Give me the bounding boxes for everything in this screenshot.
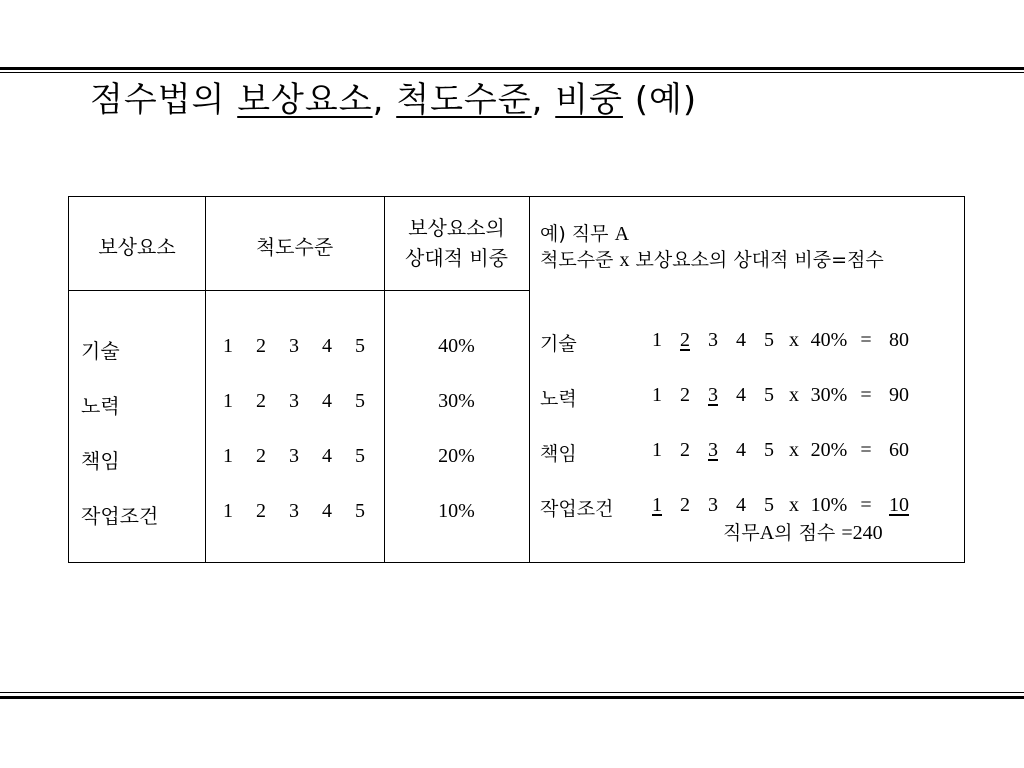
scale-number: 1	[223, 445, 233, 467]
scale-number: 1	[652, 384, 662, 406]
scale-number: 4	[322, 335, 332, 357]
total-value: 240	[852, 522, 883, 544]
row-scale	[223, 500, 388, 523]
total-label-a: 직무	[723, 522, 760, 544]
scale-number: 1	[223, 335, 233, 357]
title-part4: 비중	[555, 80, 623, 120]
scale-number: 4	[736, 384, 746, 406]
row-factor: 책임	[81, 449, 120, 473]
example-total	[723, 518, 883, 545]
scale-number: 5	[764, 329, 774, 351]
example-line2-a: 척도수준	[540, 249, 614, 271]
bottom-rule	[0, 696, 1024, 699]
header-divider	[69, 290, 529, 291]
times-sign: x	[789, 439, 799, 461]
total-label-job: A	[759, 522, 775, 544]
example-line1	[540, 219, 629, 246]
scale-number: 2	[256, 390, 266, 412]
example-weight: 20%	[810, 439, 848, 461]
col-divider-3	[529, 197, 530, 562]
equals-sign: =	[860, 384, 872, 406]
header-weight-line1: 보상요소의	[408, 216, 505, 240]
row-scale	[223, 390, 388, 413]
times-sign: x	[789, 329, 799, 351]
example-score: 80	[889, 329, 909, 351]
title-part3: 척도수준	[396, 80, 532, 120]
top-rule-thin	[0, 72, 1024, 73]
row-scale	[223, 445, 388, 468]
scale-number: 3	[289, 390, 299, 412]
selected-scale-number: 3	[708, 439, 718, 461]
title-part1: 점수법의	[90, 80, 226, 120]
example-row-calc	[643, 494, 919, 517]
slide-table	[68, 196, 965, 563]
title-comma2: ,	[531, 80, 544, 120]
scale-number: 2	[680, 384, 690, 406]
total-label-b: 의 점수	[774, 522, 836, 544]
header-weight	[384, 213, 529, 273]
row-weight: 10%	[438, 500, 475, 522]
scale-number: 2	[256, 445, 266, 467]
example-line1-job: A	[614, 223, 630, 245]
example-row-factor: 책임	[540, 443, 577, 465]
row-weight: 30%	[438, 390, 475, 412]
row-factor: 기술	[81, 339, 120, 363]
example-line2-x: x	[619, 249, 630, 271]
scale-number: 1	[652, 329, 662, 351]
selected-scale-number: 2	[680, 329, 690, 351]
title-comma1: ,	[372, 80, 385, 120]
example-row-factor: 노력	[540, 388, 577, 410]
title-part5: (예)	[634, 80, 698, 120]
scale-number: 2	[680, 439, 690, 461]
equals-sign: =	[860, 494, 872, 516]
selected-scale-number: 1	[652, 494, 662, 516]
top-rule	[0, 67, 1024, 70]
example-line1-prefix: 예) 직무	[540, 223, 609, 245]
scale-number: 2	[680, 494, 690, 516]
example-row-calc	[643, 384, 919, 407]
total-equals: =	[841, 522, 853, 544]
title-part2: 보상요소	[237, 80, 373, 120]
header-factor: 보상요소	[98, 235, 176, 259]
scale-number: 3	[289, 335, 299, 357]
example-weight: 10%	[810, 494, 848, 516]
scale-number: 5	[764, 384, 774, 406]
scale-number: 4	[322, 500, 332, 522]
scale-number: 4	[736, 494, 746, 516]
example-score: 60	[889, 439, 909, 461]
row-weight: 40%	[438, 335, 475, 357]
example-row-factor: 기술	[540, 333, 577, 355]
scale-number: 5	[355, 335, 365, 357]
example-line2-b: 보상요소의 상대적 비중=점수	[635, 249, 884, 271]
example-weight: 30%	[810, 384, 848, 406]
example-row-factor: 작업조건	[540, 498, 614, 520]
row-factor: 노력	[81, 394, 120, 418]
scale-number: 4	[736, 329, 746, 351]
scale-number: 5	[355, 390, 365, 412]
scale-number: 3	[708, 494, 718, 516]
example-score: 90	[889, 384, 909, 406]
example-weight: 40%	[810, 329, 848, 351]
times-sign: x	[789, 384, 799, 406]
scale-number: 1	[223, 500, 233, 522]
equals-sign: =	[860, 439, 872, 461]
scale-number: 3	[289, 500, 299, 522]
example-row-calc	[643, 439, 919, 462]
example-score: 10	[889, 494, 909, 516]
header-weight-line2: 상대적 비중	[405, 246, 508, 270]
scale-number: 1	[223, 390, 233, 412]
scale-number: 5	[764, 439, 774, 461]
row-factor: 작업조건	[81, 504, 159, 528]
example-row-calc	[643, 329, 919, 352]
row-weight: 20%	[438, 445, 475, 467]
scale-number: 4	[736, 439, 746, 461]
scale-number: 2	[256, 335, 266, 357]
equals-sign: =	[860, 329, 872, 351]
scale-number: 3	[708, 329, 718, 351]
scale-number: 3	[289, 445, 299, 467]
scale-number: 4	[322, 445, 332, 467]
header-scale: 척도수준	[255, 235, 334, 259]
example-line2	[540, 245, 884, 272]
scale-number: 5	[764, 494, 774, 516]
scale-number: 2	[256, 500, 266, 522]
scale-number: 1	[652, 439, 662, 461]
selected-scale-number: 3	[708, 384, 718, 406]
scale-number: 4	[322, 390, 332, 412]
scale-number: 5	[355, 445, 365, 467]
bottom-rule-thin	[0, 692, 1024, 693]
times-sign: x	[789, 494, 799, 516]
scale-number: 5	[355, 500, 365, 522]
slide-title	[90, 78, 697, 122]
row-scale	[223, 335, 388, 358]
